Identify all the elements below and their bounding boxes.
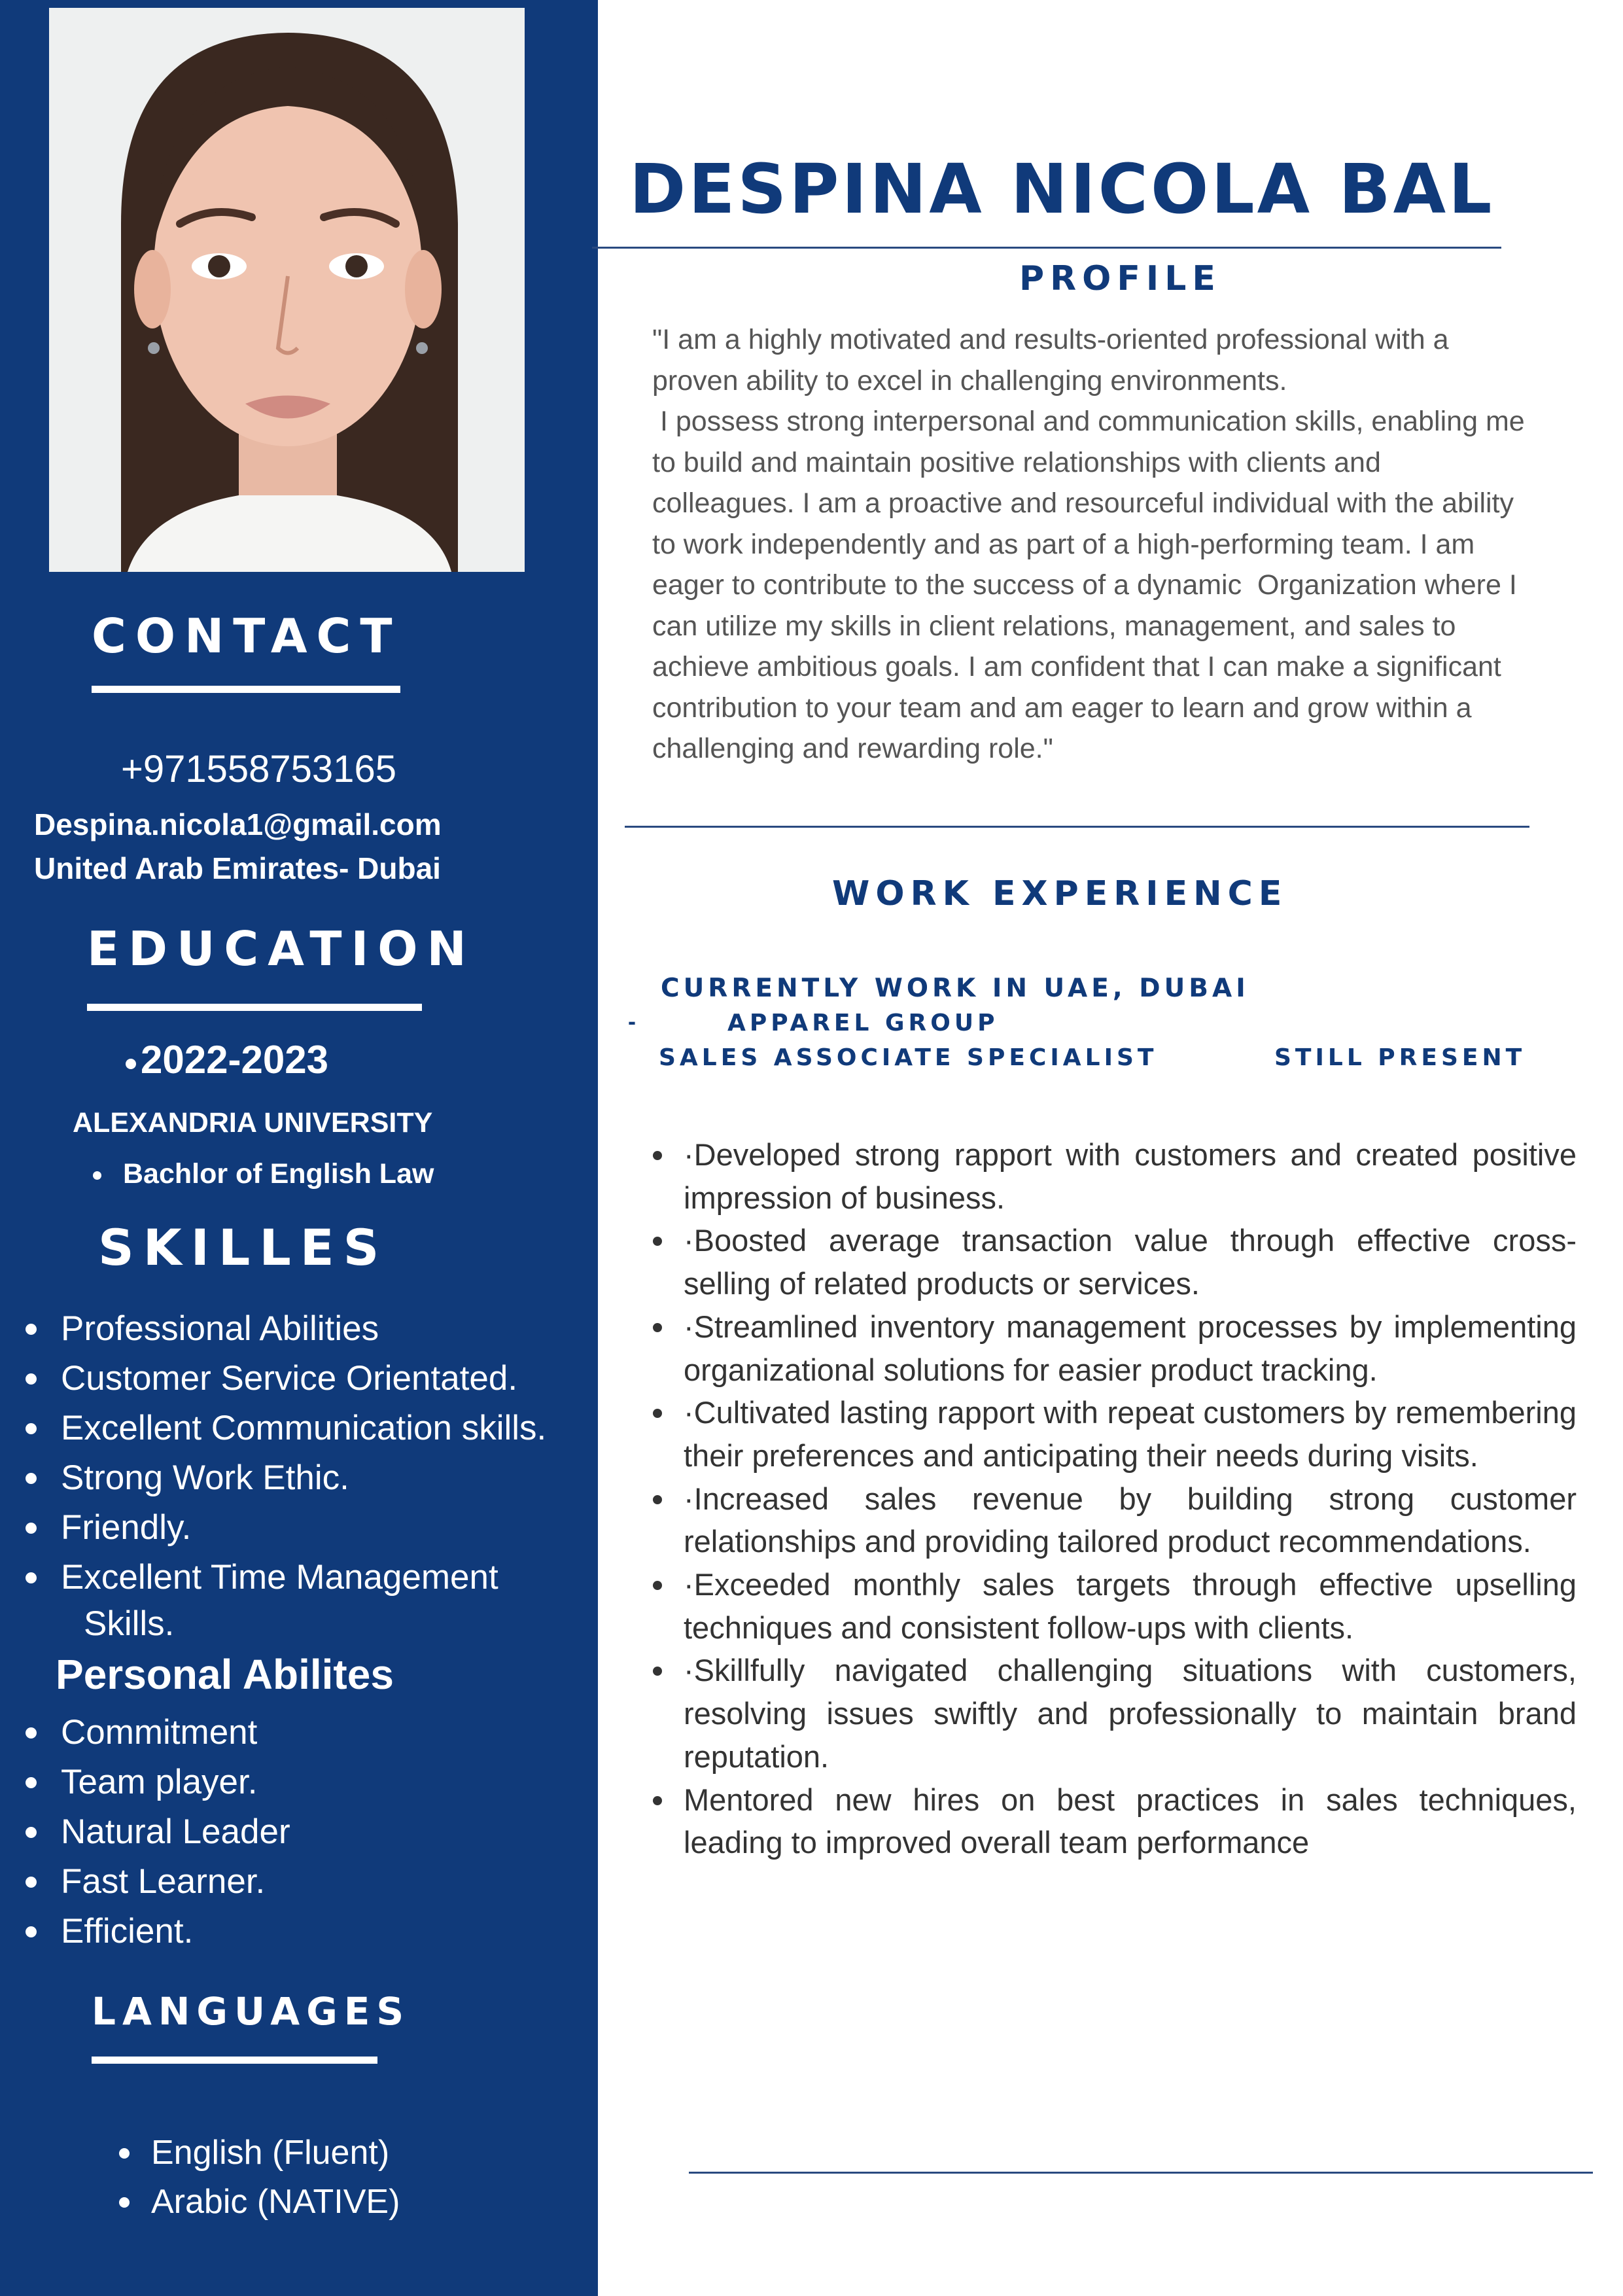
personal-ability-item: Commitment bbox=[25, 1708, 587, 1757]
skill-item: Strong Work Ethic. bbox=[25, 1453, 594, 1503]
candidate-name: DESPINA NICOLA BAL bbox=[629, 149, 1495, 229]
company-name: APPAREL GROUP bbox=[727, 1010, 999, 1036]
bottom-divider bbox=[689, 2172, 1593, 2174]
skill-item: Friendly. bbox=[25, 1503, 594, 1553]
skill-item-continuation: Skills. bbox=[84, 1604, 175, 1643]
duty-item: ·Streamlined inventory management processes by implementing organizational solutions for easier product tracking. bbox=[648, 1305, 1577, 1391]
duty-item: ·Boosted average transaction value through effective cross-selling of related products or services. bbox=[648, 1219, 1577, 1305]
name-divider bbox=[592, 247, 1501, 249]
job-title: SALES ASSOCIATE SPECIALIST bbox=[659, 1044, 1158, 1071]
contact-divider bbox=[92, 686, 400, 693]
language-item: Arabic (NATIVE) bbox=[115, 2178, 586, 2227]
skill-item: Excellent Time Management bbox=[25, 1553, 594, 1602]
profile-heading: PROFILE bbox=[1019, 259, 1221, 298]
phone-number: +971558753165 bbox=[121, 748, 396, 790]
profile-divider bbox=[625, 826, 1529, 828]
personal-ability-item: Team player. bbox=[25, 1757, 587, 1807]
skill-item: Excellent Communication skills. bbox=[25, 1404, 594, 1453]
portrait-image bbox=[49, 8, 525, 572]
work-experience-heading: WORK EXPERIENCE bbox=[832, 874, 1288, 913]
personal-abilities-heading: Personal Abilites bbox=[56, 1651, 394, 1698]
personal-ability-item: Natural Leader bbox=[25, 1807, 587, 1857]
education-heading: EDUCATION bbox=[87, 921, 476, 976]
education-years: 2022-2023 bbox=[141, 1038, 328, 1082]
job-period: STILL PRESENT bbox=[1274, 1044, 1526, 1071]
languages-divider bbox=[92, 2057, 377, 2064]
duty-item: ·Increased sales revenue by building strong customer relationships and providing tailored product recommendations. bbox=[648, 1477, 1577, 1563]
email-address: Despina.nicola1@gmail.com bbox=[34, 807, 442, 841]
degree-bullet bbox=[93, 1171, 101, 1180]
languages-list bbox=[115, 2128, 586, 2227]
degree-name: Bachlor of English Law bbox=[123, 1158, 434, 1190]
language-item: English (Fluent) bbox=[115, 2128, 586, 2178]
location-text: United Arab Emirates- Dubai bbox=[34, 851, 441, 885]
duty-item: ·Cultivated lasting rapport with repeat customers by remembering their preferences and anticipating their needs during visits. bbox=[648, 1391, 1577, 1477]
duty-item: ·Skillfully navigated challenging situations with customers, resolving issues swiftly and professionally to maintain brand reputation. bbox=[648, 1649, 1577, 1778]
skills-list bbox=[25, 1304, 594, 1602]
skill-item: Customer Service Orientated. bbox=[25, 1354, 594, 1404]
skills-heading: SKILLES bbox=[98, 1218, 389, 1277]
university-name: ALEXANDRIA UNIVERSITY bbox=[73, 1107, 433, 1139]
duty-item: ·Exceeded monthly sales targets through effective upselling techniques and consistent follow-ups with clients. bbox=[648, 1563, 1577, 1649]
duty-item: Mentored new hires on best practices in sales techniques, leading to improved overall team performance bbox=[648, 1778, 1577, 1864]
work-location: CURRENTLY WORK IN UAE, DUBAI bbox=[661, 974, 1249, 1003]
job-duties-list bbox=[648, 1133, 1577, 1864]
personal-abilities-list bbox=[25, 1708, 587, 1956]
duty-item: ·Developed strong rapport with customers and created positive impression of business. bbox=[648, 1133, 1577, 1219]
education-bullet bbox=[126, 1059, 136, 1069]
personal-ability-item: Efficient. bbox=[25, 1907, 587, 1956]
education-divider bbox=[87, 1004, 422, 1011]
profile-summary: "I am a highly motivated and results-oriented professional with a proven ability to excel in challenging environments. I possess strong interpersonal and communication skills, enabling me to build and maintain positive relationships with clients and colleagues. I am a proactive and resourceful individual with the ability to work independently and as part of a high-performing team. I am eager to contribute to the success of a dynamic Organization where I can utilize my skills in client relations, management, and sales to achieve ambitious goals. I am confident that I can make a significant contribution to your team and am eager to learn and grow within a challenging and rewarding role." bbox=[652, 324, 1525, 764]
languages-heading: LANGUAGES bbox=[92, 1989, 411, 2034]
skill-item: Professional Abilities bbox=[25, 1304, 594, 1354]
profile-photo bbox=[49, 8, 525, 572]
company-dash: - bbox=[628, 1008, 636, 1034]
personal-ability-item: Fast Learner. bbox=[25, 1857, 587, 1907]
contact-heading: CONTACT bbox=[92, 609, 402, 663]
